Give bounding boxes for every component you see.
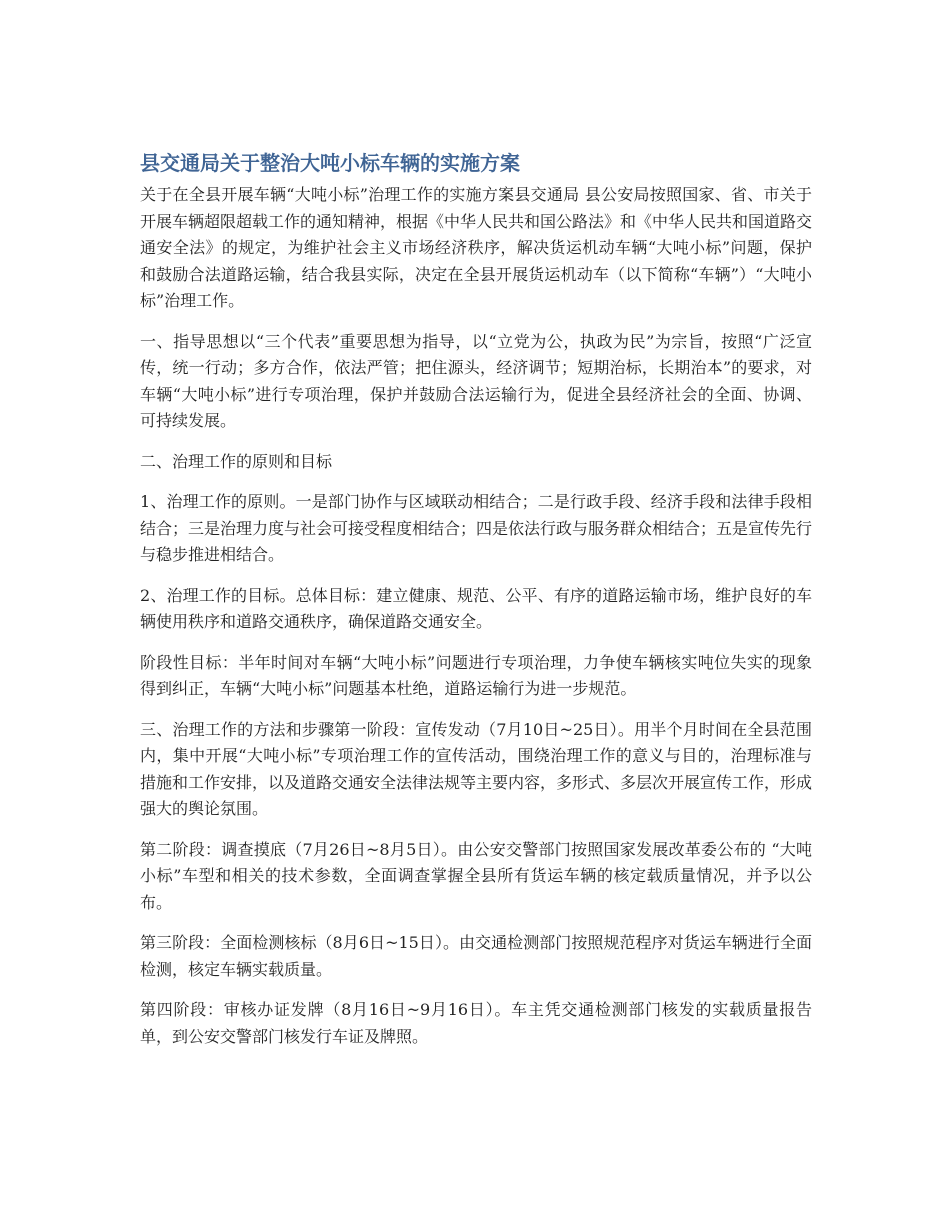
stage-two-paragraph: 第二阶段：调查摸底（7月26日~8月5日）。由公安交警部门按照国家发展改革委公布的 “大吨小标”车型和相关的技术参数，全面调查掌握全县所有货运车辆的核定载质量情况，并予以公布。 [140,839,812,912]
intro-paragraph: 关于在全县开展车辆“大吨小标”治理工作的实施方案县交通局 县公安局按照国家、省、市关于开展车辆超限超载工作的通知精神，根据《中华人民共和国公路法》和《中华人民共和国道路交通安全法》的规定，为维护社会主义市场经济秩序，解决货运机动车辆“大吨小标”问题，保护和鼓励合法道路运输，结合我县实际，决定在全县开展货运机动车（以下简称“车辆”）“大吨小标”治理工作。 [140,185,813,310]
document-page [140,148,812,1064]
stage-one-paragraph: 三、治理工作的方法和步骤第一阶段：宣传发动（7月10日~25日）。用半个月时间在全县范围内，集中开展“大吨小标”专项治理工作的宣传活动，围绕治理工作的意义与目的，治理标准与措施和工作安排，以及道路交通安全法律法规等主要内容，多形式、多层次开展宣传工作，形成强大的舆论氛围。 [140,719,813,818]
stage-three-paragraph: 第三阶段：全面检测核标（8月6日~15日）。由交通检测部门按照规范程序对货运车辆进行全面检测，核定车辆实载质量。 [140,933,812,979]
section-heading-principles-goals: 二、治理工作的原则和目标 [140,451,333,471]
stage-goals-paragraph: 阶段性目标：半年时间对车辆“大吨小标”问题进行专项治理，力争使车辆核实吨位失实的现象得到纠正，车辆“大吨小标”问题基本杜绝，道路运输行为进一步规范。 [140,652,812,698]
stage-four-paragraph: 第四阶段：审核办证发牌（8月16日~9月16日）。车主凭交通检测部门核发的实载质量报告单，到公安交警部门核发行车证及牌照。 [140,1000,812,1046]
principles-paragraph: 1、治理工作的原则。一是部门协作与区域联动相结合；二是行政手段、经济手段和法律手段相结合；三是治理力度与社会可接受程度相结合；四是依法行政与服务群众相结合；五是宣传先行与稳步推进相结合。 [140,492,813,564]
guiding-ideology-paragraph: 一、指导思想以“三个代表”重要思想为指导，以“立党为公，执政为民”为宗旨，按照“广泛宣传，统一行动；多方合作，依法严管；把住源头，经济调节；短期治标，长期治本”的要求，对车辆“大吨小标”进行专项治理，保护并鼓励合法运输行为，促进全县经济社会的全面、协调、可持续发展。 [140,331,812,430]
goals-paragraph: 2、治理工作的目标。总体目标：建立健康、规范、公平、有序的道路运输市场，维护良好的车辆使用秩序和道路交通秩序，确保道路交通安全。 [140,585,812,631]
document-title: 县交通局关于整治大吨小标车辆的实施方案 [140,151,520,175]
